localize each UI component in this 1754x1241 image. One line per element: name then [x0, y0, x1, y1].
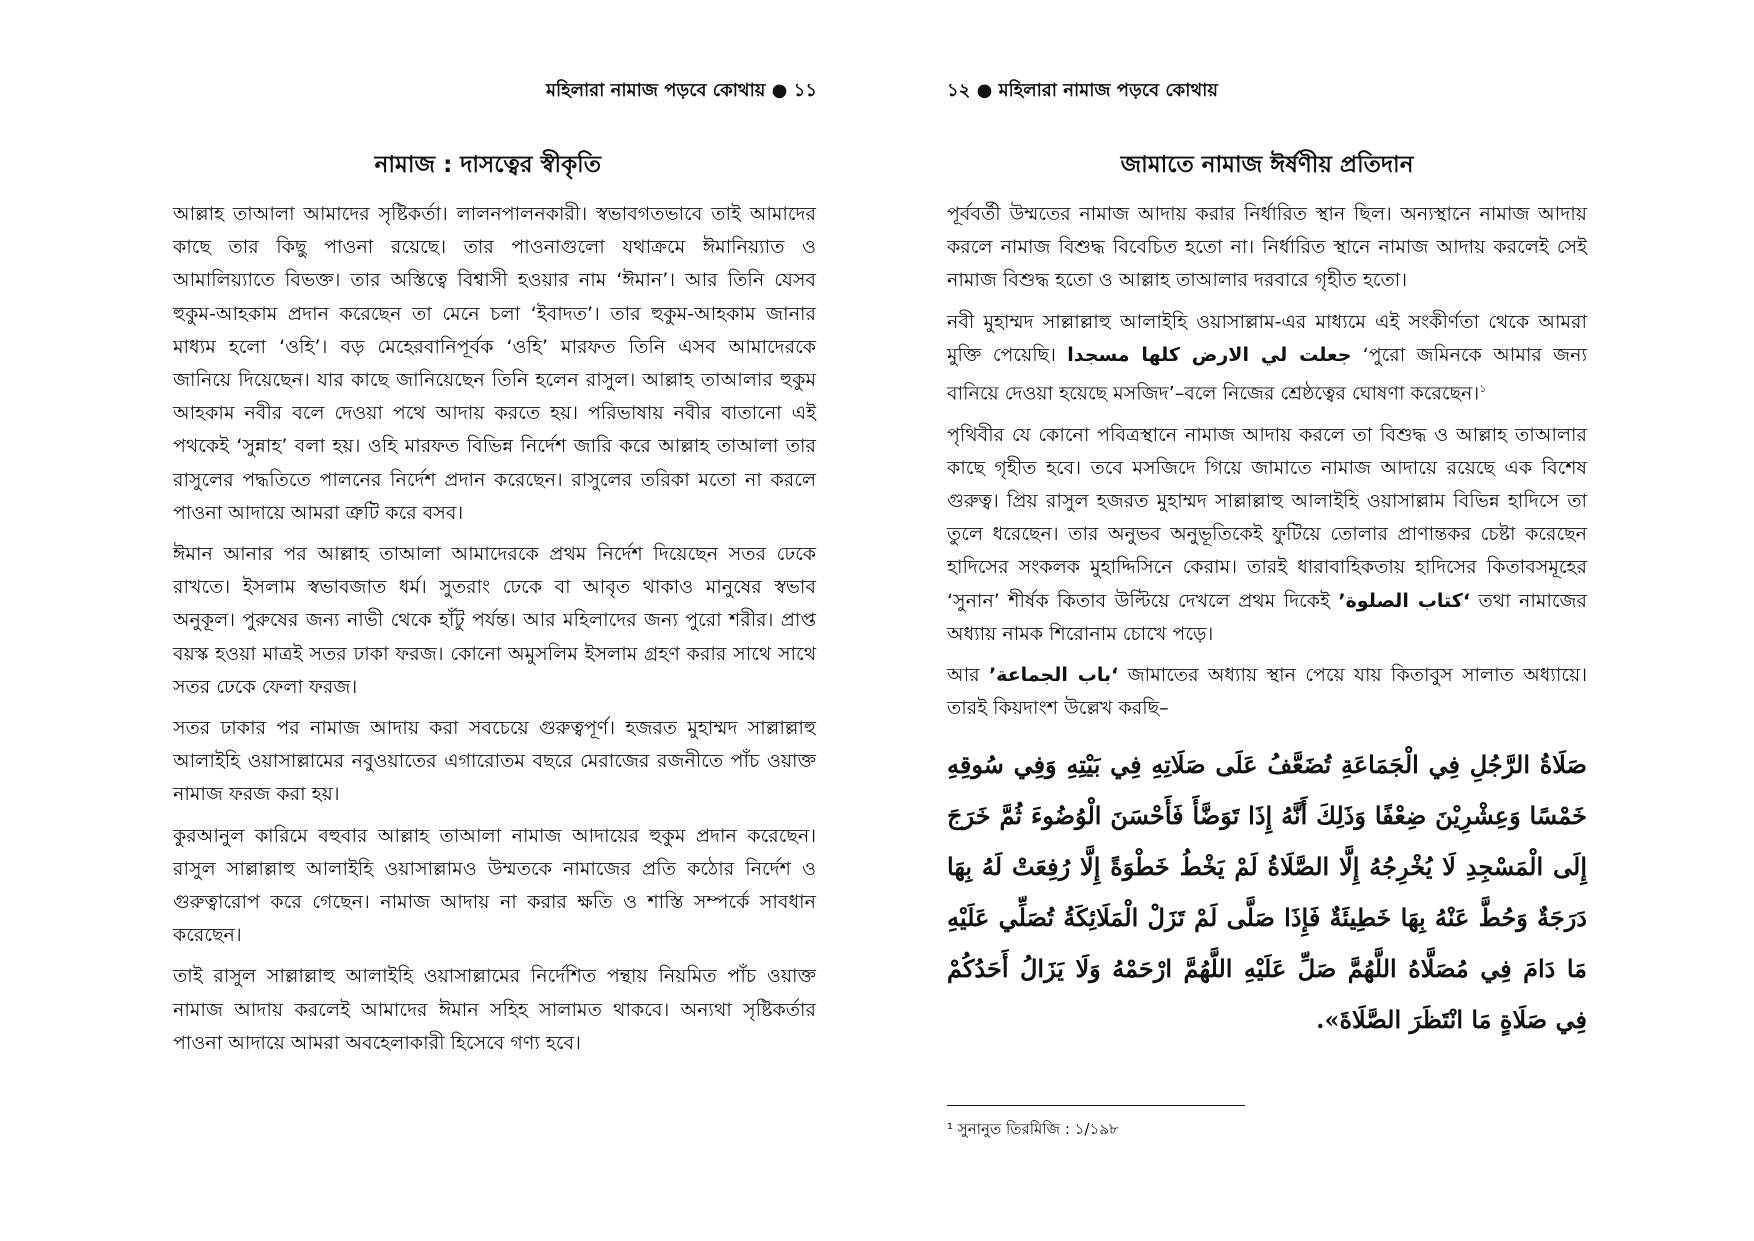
paragraph: [947, 419, 1587, 651]
text-run: পৃথিবীর যে কোনো পবিত্রস্থানে নামাজ আদায় করলে তা বিশুদ্ধ ও আল্লাহ তাআলার কাছে গৃহীত হবে। তবে মসজিদে গিয়ে জামাতে নামাজ আদায়ে রয়েছে এক বিশেষ গুরুত্ব। প্রিয় রাসুল হজরত মুহাম্মদ সাল্লাল্লাহু আলাইহি ওয়াসাল্লাম বিভিন্ন হাদিসে তা তুলে ধরেছেন। তার অনুভব অনুভূতিকেই ফুটিয়ে তোলার প্রাণান্তকর চেষ্টা করেছেন হাদিসের সংকলক মুহাদ্দিসিনে কেরাম। তারই ধারাবাহিকতায় হাদিসের কিতাবসমূহের ‘সুনান’ শীর্ষক কিতাব উল্টিয়ে দেখলে প্রথম দিকেই: [947, 423, 1587, 612]
chapter-title-left-text: নামাজ : দাসত্বের স্বীকৃতি: [374, 152, 601, 178]
paragraph: ঈমান আনার পর আল্লাহ তাআলা আমাদেরকে প্রথম নির্দেশ দিয়েছেন সতর ঢেকে রাখতে। ইসলাম স্বভাবজাত ধর্ম। সুতরাং ঢেকে বা আবৃত থাকাও মানুষের স্বভাব অনুকূল। পুরুষের জন্য নাভী থেকে হাঁটু পর্যন্ত। আর মহিলাদের জন্য পুরো শরীর। প্রাপ্ত বয়স্ক হওয়া মাত্রই সতর ঢাকা ফরজ। কোনো অমুসলিম ইসলাম গ্রহণ করার সাথে সাথে সতর ঢেকে ফেলা ফরজ।: [173, 543, 816, 698]
text-run: ‘পুরো জমিনকে আমার জন্য বানিয়ে দেওয়া হয়েছে মসজিদ’–বলে নিজের শ্রেষ্ঠত্বের ঘোষণা করেছেন।: [947, 343, 1587, 405]
paragraph: সতর ঢাকার পর নামাজ আদায় করা সবচেয়ে গুরুত্বপূর্ণ। হজরত মুহাম্মদ সাল্লাল্লাহু আলাইহি ওয়াসাল্লামের নবুওয়াতের এগারোতম বছরে মেরাজের রজনীতে পাঁচ ওয়াক্ত নামাজ ফরজ করা হয়।: [173, 717, 816, 806]
paragraph: তাই রাসুল সাল্লাল্লাহু আলাইহি ওয়াসাল্লামের নির্দেশিত পন্থায় নিয়মিত পাঁচ ওয়াক্ত নামাজ আদায় করলেই আমাদের ঈমান সহিহ সালামত থাকবে। অন্যথা সৃষ্টিকর্তার পাওনা আদায়ে আমরা অবহেলাকারী হিসেবে গণ্য হবে।: [173, 965, 816, 1054]
right-page: [877, 0, 1754, 1241]
running-head-left: মহিলারা নামাজ পড়বে কোথায় ● ১১: [546, 80, 817, 101]
paragraph: আল্লাহ তাআলা আমাদের সৃষ্টিকর্তা। লালনপালনকারী। স্বভাবগতভাবে তাই আমাদের কাছে তার কিছু পাওনা রয়েছে। তার পাওনাগুলো যথাক্রমে ঈমানিয়্যাত ও আমালিয়্যাতে বিভক্ত। তার অস্তিত্বে বিশ্বাসী হওয়ার নাম ‘ঈমান’। আর তিনি যেসব হুকুম-আহকাম প্রদান করেছেন তা মেনে চলা ‘ইবাদত’। তার হুকুম-আহকাম জানার মাধ্যম হলো ‘ওহি’। বড় মেহেরবানিপূর্বক ‘ওহি’ মারফত তিনি এসব আমাদেরকে জানিয়ে দিয়েছেন। যার কাছে জানিয়েছেন তিনি হলেন রাসুল। আল্লাহ তাআলার হুকুম আহকাম নবীর বলে দেওয়া পথে আদায় করতে হয়। পরিভাষায় নবীর বাতানো এই পথকেই ‘সুন্নাহ’ বলা হয়। ওহি মারফত বিভিন্ন নির্দেশ জারি করে আল্লাহ তাআলা তার রাসুলের পদ্ধতিতে পালনের নির্দেশ প্রদান করেছেন। রাসুলের তরিকা মতো না করলে পাওনা আদায়ে আমরা ত্রুটি করে বসব।: [173, 203, 816, 524]
paragraph: পূর্ববর্তী উম্মতের নামাজ আদায় করার নির্ধারিত স্থান ছিল। অন্যস্থানে নামাজ আদায় করলে নামাজ বিশুদ্ধ বিবেচিত হতো না। নির্ধারিত স্থানে নামাজ আদায় করলেই সেই নামাজ বিশুদ্ধ হতো ও আল্লাহ তাআলার দরবারে গৃহীত হতো।: [947, 203, 1587, 292]
arabic-quote: ‘كتاب الصلوة’: [1338, 589, 1471, 612]
footnote: ¹ সুনানুত তিরমিজি : ১/১৯৮: [947, 1120, 1119, 1138]
hadith-arabic-block: صَلَاةُ الرَّجُلِ فِي الْجَمَاعَةِ تُضَعَّفُ عَلَى صَلَاتِهِ فِي بَيْتِهِ وَفِي سُوقِهِ خَمْسًا وَعِشْرِيْنَ ضِعْفًا وَذَلِكَ أَنَّهُ إِذَا تَوَضَّأَ فَأَحْسَنَ الْوُضُوءَ ثُمَّ خَرَجَ إِلَى الْمَسْجِدِ لَا يُخْرِجُهُ إِلَّا الصَّلَاةُ لَمْ يَخْطُ خَطْوَةً إِلَّا رُفِعَتْ لَهُ بِهَا دَرَجَةٌ وَحُطَّ عَنْهُ بِهَا خَطِيئَةٌ فَإِذَا صَلَّى لَمْ تَزَلْ الْمَلَائِكَةُ تُصَلِّي عَلَيْهِ مَا دَامَ فِي مُصَلَّاهُ اللَّهُمَّ صَلِّ عَلَيْهِ اللَّهُمَّ ارْحَمْهُ وَلَا يَزَالُ أَحَدُكُمْ فِي صَلَاةٍ مَا انْتَظَرَ الصَّلَاةَ».: [947, 750, 1587, 1035]
text-run: আর: [947, 663, 980, 686]
footnote-divider: [947, 1105, 1245, 1106]
running-head-right: ১২ ● মহিলারা নামাজ পড়বে কোথায়: [947, 80, 1218, 101]
text-run: তথা নামাজের অধ্যায় নামক শিরোনাম চোখে পড়ে।: [947, 589, 1588, 645]
chapter-title-right: জামাতে নামাজ ঈর্ষণীয় প্রতিদান: [1120, 152, 1414, 178]
paragraph: [947, 306, 1587, 411]
footnote-mark[interactable]: ১: [1479, 382, 1487, 396]
arabic-quote: ‘باب الجماعة’: [988, 663, 1119, 686]
paragraph: কুরআনুল কারিমে বহুবার আল্লাহ তাআলা নামাজ আদায়ের হুকুম প্রদান করেছেন। রাসুল সাল্লাল্লাহু আলাইহি ওয়াসাল্লামও উম্মতকে নামাজের প্রতি কঠোর নির্দেশ ও গুরুত্বারোপ করে গেছেন। নামাজ আদায় না করার ক্ষতি ও শাস্তি সম্পর্কে সাবধান করেছেন।: [173, 824, 816, 947]
body-text-right: [947, 198, 1587, 1045]
text-run: নবী মুহাম্মদ সাল্লাল্লাহু আলাইহি ওয়াসাল্লাম-এর মাধ্যমে এই সংকীর্ণতা থেকে আমরা মুক্তি পেয়েছি।: [947, 310, 1587, 366]
arabic-quote: جعلت لي الارض كلها مسجدا: [1067, 343, 1352, 366]
chapter-title-left: [0, 146, 817, 185]
body-text-left: [173, 198, 816, 1068]
paragraph: [947, 659, 1587, 725]
text-run: জামাতের অধ্যায় স্থান পেয়ে যায় কিতাবুস সালাত অধ্যায়ে। তারই কিয়দাংশ উল্লেখ করছি–: [947, 663, 1587, 720]
